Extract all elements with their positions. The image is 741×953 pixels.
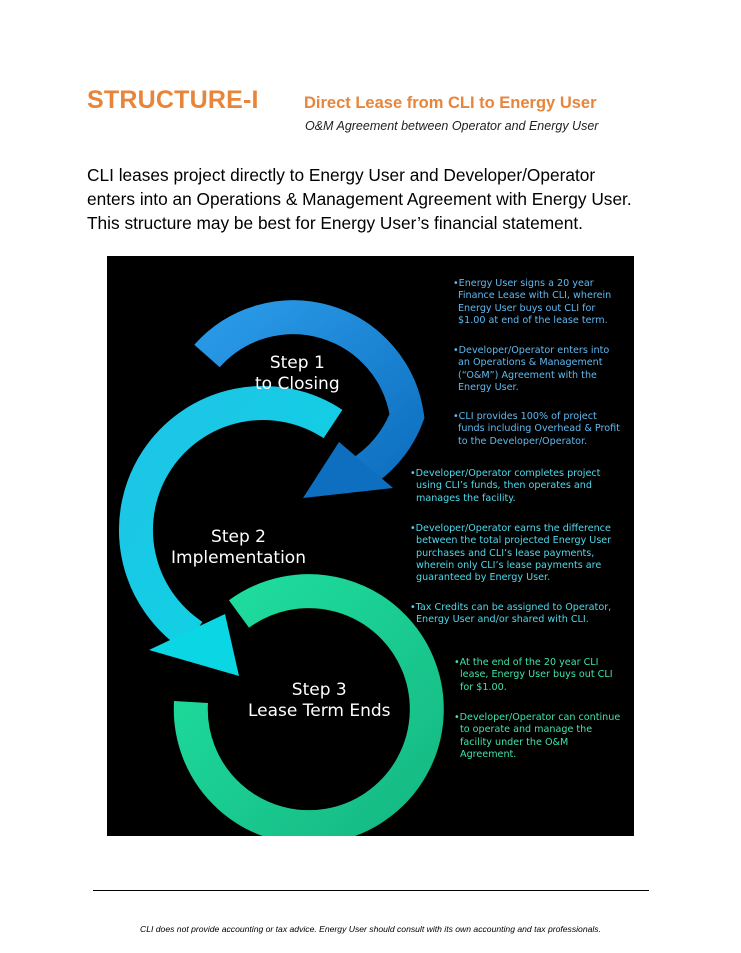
intro-paragraph bbox=[87, 163, 687, 235]
intro-line: CLI leases project directly to Energy User and Developer/Operator bbox=[87, 165, 596, 185]
step2-label bbox=[171, 527, 306, 569]
intro-line: enters into an Operations & Management Agreement with Energy User. bbox=[87, 189, 632, 209]
process-diagram bbox=[107, 256, 634, 836]
step3-bullet: •Developer/Operator can continue to operate and manage the facility under the O&M Agreement. bbox=[454, 712, 621, 760]
step1-subtitle: to Closing bbox=[255, 374, 340, 394]
step2-title: Step 2 bbox=[211, 527, 266, 547]
step2-bullet: •Developer/Operator completes project using CLI’s funds, then operates and manages the facility. bbox=[410, 468, 601, 504]
step3-title: Step 3 bbox=[291, 680, 347, 700]
footer-divider bbox=[93, 890, 649, 891]
footer-disclaimer: CLI does not provide accounting or tax advice. Energy User should consult with its own accounting and tax professionals. bbox=[140, 924, 601, 934]
step2-bullet: •Tax Credits can be assigned to Operator, Energy User and/or shared with CLI. bbox=[410, 602, 612, 626]
step3-bullet: •At the end of the 20 year CLI lease, Energy User buys out CLI for $1.00. bbox=[454, 657, 613, 693]
intro-line: This structure may be best for Energy User’s financial statement. bbox=[87, 213, 583, 233]
structure-subtitle: Direct Lease from CLI to Energy User bbox=[304, 94, 597, 112]
step2-bullet: •Developer/Operator earns the difference between the total projected Energy User purchases and CLI’s lease payments, wherein only CLI’s lease payments are guaranteed by Energy User. bbox=[410, 523, 612, 584]
step1-title: Step 1 bbox=[269, 353, 325, 373]
structure-subtitle-secondary: O&M Agreement between Operator and Energy User bbox=[305, 119, 599, 133]
step2-subtitle: Implementation bbox=[171, 548, 306, 568]
structure-title: STRUCTURE-I bbox=[87, 86, 259, 114]
step3-label bbox=[248, 680, 391, 722]
step1-bullet: •Developer/Operator enters into an Operations & Management (“O&M”) Agreement with the Energy User. bbox=[453, 345, 610, 393]
step3-subtitle: Lease Term Ends bbox=[248, 701, 391, 721]
step1-bullet: •CLI provides 100% of project funds including Overhead & Profit to the Developer/Operator. bbox=[453, 411, 620, 447]
step1-bullet: •Energy User signs a 20 year Finance Lease with CLI, wherein Energy User buys out CLI for $1.00 at end of the lease term. bbox=[453, 278, 612, 326]
step1-label bbox=[255, 353, 340, 395]
